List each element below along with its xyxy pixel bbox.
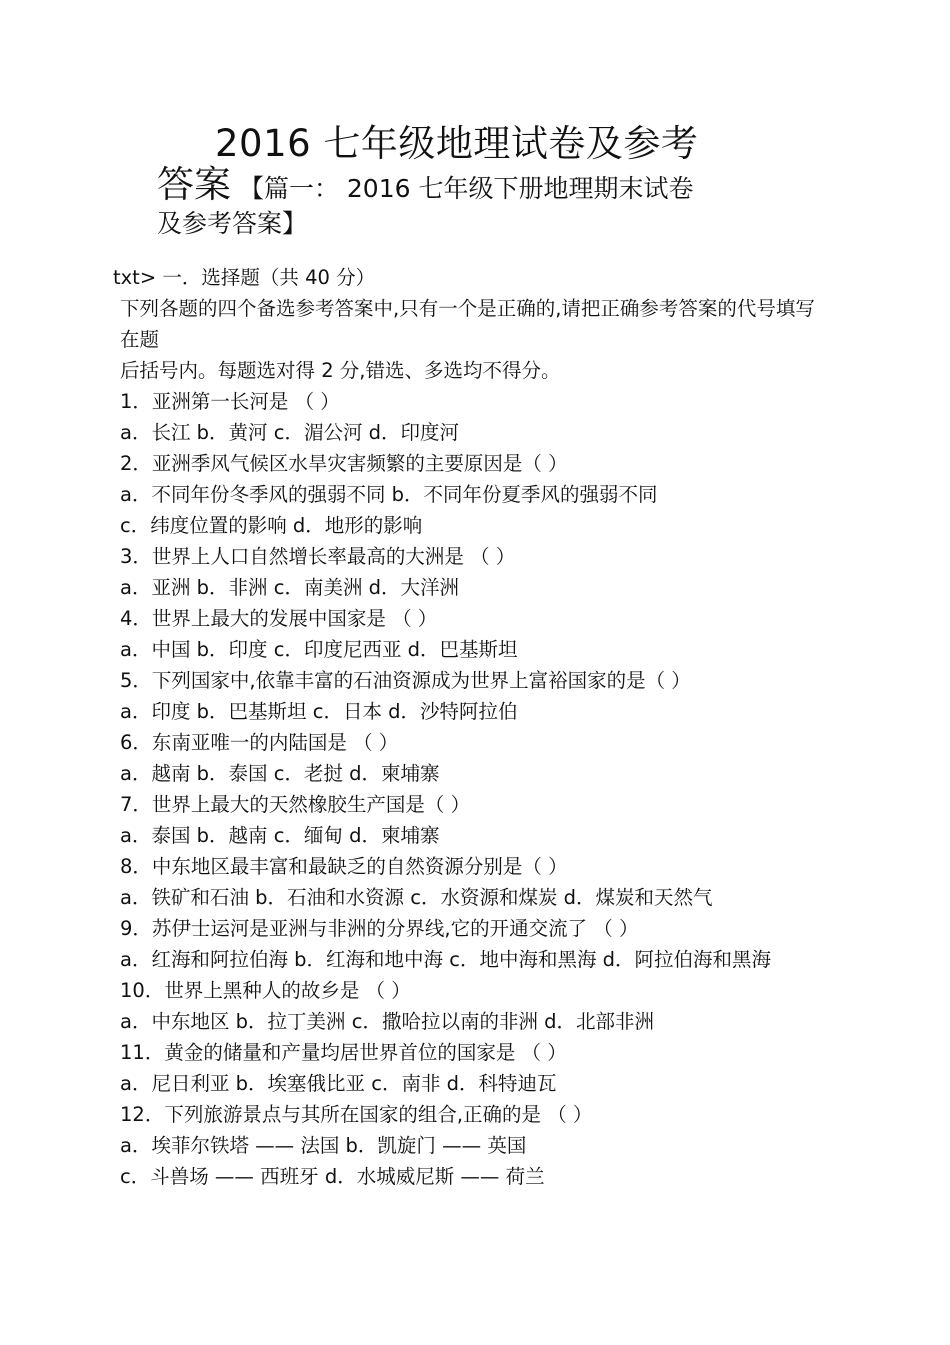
document-title-answer: 答案 [157,163,231,206]
document-subtitle: 【篇一： 2016 七年级下册地理期末试卷 [231,174,694,203]
text-line: 10．世界上黑种人的故乡是 （ ） [120,979,411,1002]
text-line: a．尼日利亚 b．埃塞俄比亚 c．南非 d．科特迪瓦 [120,1072,557,1095]
text-line: c．斗兽场 —— 西班牙 d．水城威尼斯 —— 荷兰 [120,1165,545,1188]
text-line: 11．黄金的储量和产量均居世界首位的国家是 （ ） [120,1041,567,1064]
text-line: a．中东地区 b．拉丁美洲 c．撒哈拉以南的非洲 d．北部非洲 [120,1010,655,1033]
text-line: a．印度 b．巴基斯坦 c．日本 d．沙特阿拉伯 [120,700,518,723]
document-title-line-1: 2016 七年级地理试卷及参考 [215,122,699,165]
text-line: a．埃菲尔铁塔 —— 法国 b．凯旋门 —— 英国 [120,1134,527,1157]
text-line: a．不同年份冬季风的强弱不同 b．不同年份夏季风的强弱不同 [120,483,658,506]
text-line: a．越南 b．泰国 c．老挝 d．柬埔寨 [120,762,440,785]
text-line: a．亚洲 b．非洲 c．南美洲 d．大洋洲 [120,576,460,599]
document-subtitle-end: 及参考答案】 [157,209,308,238]
text-line: a．中国 b．印度 c．印度尼西亚 d．巴基斯坦 [120,638,518,661]
question-list [113,262,828,1192]
text-line: a．长江 b．黄河 c．湄公河 d．印度河 [120,421,460,444]
text-line: 4．世界上最大的发展中国家是 （ ） [120,607,438,630]
text-line: a．红海和阿拉伯海 b．红海和地中海 c．地中海和黑海 d．阿拉伯海和黑海 [120,948,772,971]
text-line: 5．下列国家中,依靠丰富的石油资源成为世界上富裕国家的是（ ） [120,669,691,692]
text-line: 后括号内。每题选对得 2 分,错选、多选均不得分。 [120,359,561,382]
text-line: txt> 一．选择题（共 40 分） [113,266,376,289]
text-line: a．泰国 b．越南 c．缅甸 d．柬埔寨 [120,824,440,847]
text-line: 12．下列旅游景点与其所在国家的组合,正确的是 （ ） [120,1103,593,1126]
text-line: 6．东南亚唯一的内陆国是 （ ） [120,731,399,754]
text-line: 3．世界上人口自然增长率最高的大洲是 （ ） [120,545,516,568]
text-line: c．纬度位置的影响 d．地形的影响 [120,514,423,537]
text-line: 9．苏伊士运河是亚洲与非洲的分界线,它的开通交流了 （ ） [120,917,639,940]
text-line: a．铁矿和石油 b．石油和水资源 c．水资源和煤炭 d．煤炭和天然气 [120,886,713,909]
text-line: 1．亚洲第一长河是 （ ） [120,390,340,413]
text-line: 下列各题的四个备选参考答案中,只有一个是正确的,请把正确参考答案的代号填写在题 [120,297,815,351]
text-line: 2．亚洲季风气候区水旱灾害频繁的主要原因是（ ） [120,452,568,475]
text-line: 8．中东地区最丰富和最缺乏的自然资源分别是（ ） [120,855,568,878]
text-line: 7．世界上最大的天然橡胶生产国是（ ） [120,793,471,816]
